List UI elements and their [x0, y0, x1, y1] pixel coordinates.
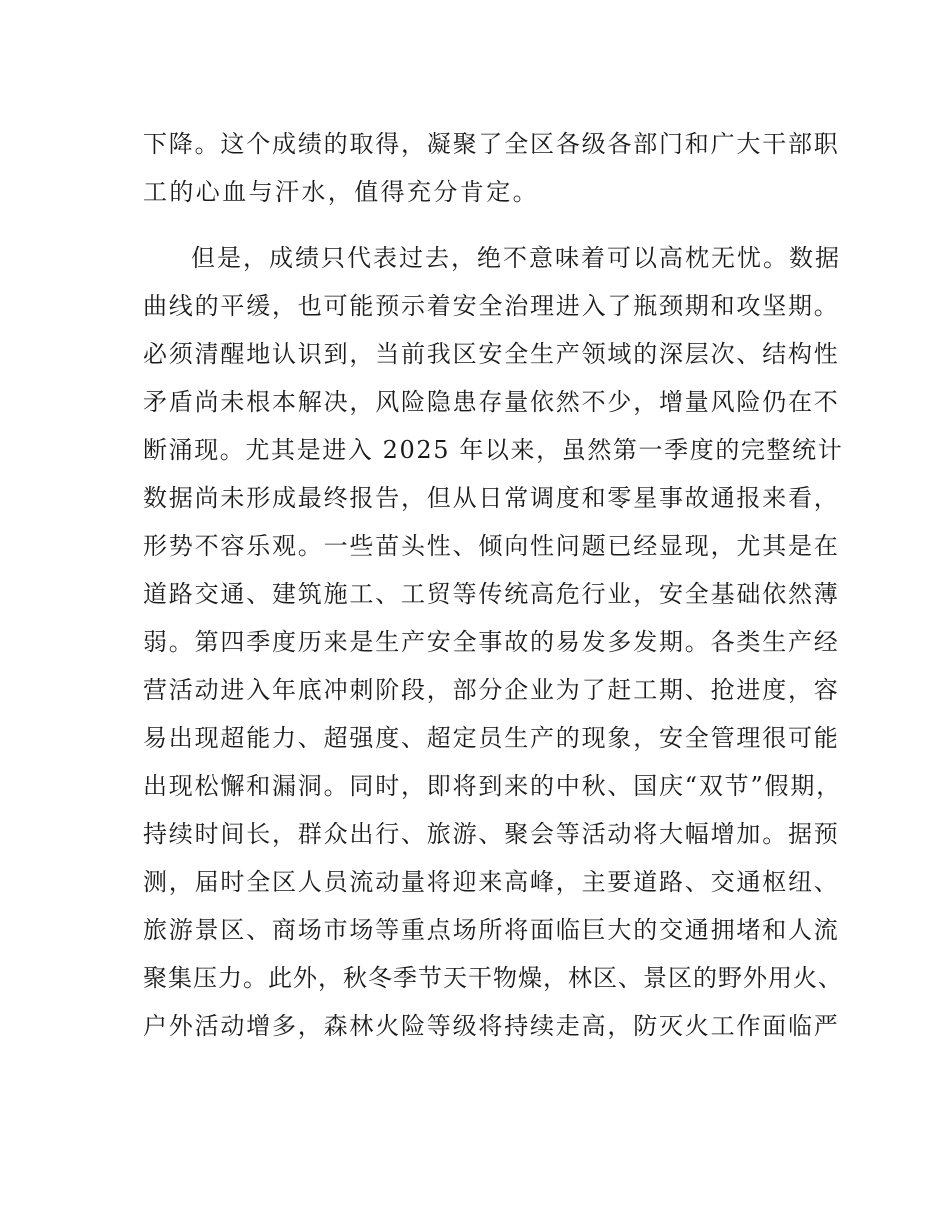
paragraph-2-line-12: 出现松懈和漏洞。同时，即将到来的中秋、国庆“双节”假期， [143, 772, 842, 800]
paragraph-1-line-2: 工的心血与汗水，值得充分肯定。 [143, 178, 539, 206]
paragraph-2-line-2: 曲线的平缓，也可能预示着安全治理进入了瓶颈期和攻坚期。 [143, 292, 840, 320]
paragraph-2-line-11: 易出现超能力、超强度、超定员生产的现象，安全管理很可能 [143, 724, 840, 752]
paragraph-2-line-5: 断涌现。尤其是进入 2025 年以来，虽然第一季度的完整统计 [143, 436, 844, 464]
paragraph-2-line-9: 弱。第四季度历来是生产安全事故的易发多发期。各类生产经 [143, 628, 840, 656]
paragraph-2-line-1: 但是，成绩只代表过去，绝不意味着可以高枕无忧。数据 [191, 244, 841, 272]
paragraph-2-line-15: 旅游景区、商场市场等重点场所将面临巨大的交通拥堵和人流 [143, 916, 840, 944]
paragraph-2-line-17: 户外活动增多，森林火险等级将持续走高，防灭火工作面临严 [143, 1012, 840, 1040]
paragraph-2-line-6: 数据尚未形成最终报告，但从日常调度和零星事故通报来看， [143, 484, 840, 512]
paragraph-2-line-7: 形势不容乐观。一些苗头性、倾向性问题已经显现，尤其是在 [143, 532, 840, 560]
paragraph-1-line-1: 下降。这个成绩的取得，凝聚了全区各级各部门和广大干部职 [143, 130, 840, 158]
paragraph-2-line-4: 矛盾尚未根本解决，风险隐患存量依然不少，增量风险仍在不 [143, 388, 840, 416]
paragraph-2-line-10: 营活动进入年底冲刺阶段，部分企业为了赶工期、抢进度，容 [143, 676, 840, 704]
paragraph-2-line-3: 必须清醒地认识到，当前我区安全生产领域的深层次、结构性 [143, 340, 840, 368]
paragraph-2-line-14: 测，届时全区人员流动量将迎来高峰，主要道路、交通枢纽、 [143, 868, 840, 896]
paragraph-2-line-8: 道路交通、建筑施工、工贸等传统高危行业，安全基础依然薄 [143, 580, 840, 608]
paragraph-2-line-13: 持续时间长，群众出行、旅游、聚会等活动将大幅增加。据预 [143, 820, 840, 848]
paragraph-2-line-16: 聚集压力。此外，秋冬季节天干物燥，林区、景区的野外用火、 [143, 964, 843, 992]
